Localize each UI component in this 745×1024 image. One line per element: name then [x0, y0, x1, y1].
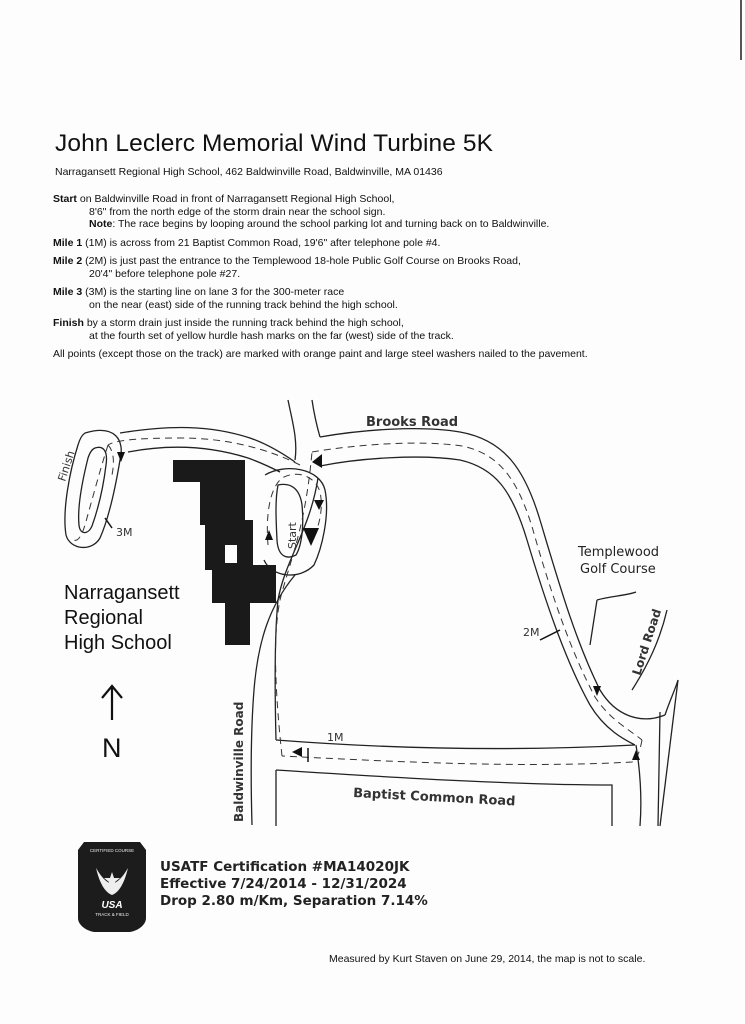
- start-map-label: Start: [286, 522, 299, 549]
- arrow-loop-up: [265, 530, 273, 540]
- arrow-golf: [593, 686, 601, 696]
- baldwinville-road-west-edge: [251, 575, 295, 825]
- mile-marks: [105, 518, 560, 762]
- finish-label: Finish: [53, 317, 84, 329]
- baldwinville-road-north-edge-2: [312, 400, 320, 437]
- running-track-inner: [79, 447, 107, 532]
- badge-bottom-text: TRACK & FIELD: [95, 912, 129, 917]
- route-baldwinville: [276, 452, 312, 756]
- badge-usa-text: USA: [101, 900, 123, 911]
- badge-top-text: CERTIFIED COURSE: [89, 848, 135, 853]
- brooks-road-inner-edge: [320, 457, 635, 745]
- mile1-map-label: 1M: [327, 731, 344, 744]
- school-courtyard: [225, 545, 237, 563]
- start-text-2: 8'6" from the north edge of the storm drain near the school sign.: [89, 205, 386, 218]
- address-subtitle: Narragansett Regional High School, 462 Baldwinville Road, Baldwinville, MA 01436: [55, 166, 443, 178]
- mile2-text: (2M) is just past the entrance to the Templewood 18-hole Public Golf Course on Brooks Road,: [82, 255, 521, 267]
- lord-road-label: Lord Road: [629, 607, 665, 677]
- certification-block: [160, 859, 428, 910]
- north-arrow: [102, 686, 122, 763]
- baldwinville-road-label: Baldwinville Road: [232, 701, 246, 822]
- certification-number: USATF Certification #MA14020JK: [160, 859, 410, 875]
- measured-by-footer: Measured by Kurt Staven on June 29, 2014, the map is not to scale.: [329, 953, 646, 965]
- note-label: Note: [89, 218, 113, 230]
- golf-label-line1: Templewood: [578, 545, 660, 560]
- route-brooks: [312, 443, 642, 740]
- brooks-road-label: Brooks Road: [366, 415, 459, 430]
- mile2-text-2: 20'4" before telephone pole #27.: [89, 267, 241, 280]
- school-driveway-edge: [120, 428, 295, 462]
- school-label-line2: Regional: [64, 607, 143, 629]
- baptist-road-label: Baptist Common Road: [352, 786, 516, 810]
- north-label: N: [102, 733, 122, 763]
- baldwinville-road-north-edge-1: [288, 400, 296, 460]
- north-arrow-icon: [102, 686, 122, 720]
- mile3-text-2: on the near (east) side of the running track behind the high school.: [89, 298, 398, 311]
- map-labels: [55, 415, 664, 822]
- arrow-track: [117, 452, 125, 462]
- baldwinville-road-east-edge: [275, 478, 318, 740]
- certification-drop: Drop 2.80 m/Km, Separation 7.14%: [160, 893, 428, 909]
- route-arrows: [117, 452, 640, 760]
- page-title: John Leclerc Memorial Wind Turbine 5K: [55, 130, 494, 157]
- mile2-mark: [540, 630, 560, 640]
- points-description: All points (except those on the track) are marked with orange paint and large steel washers nailed to the pavement.: [53, 348, 588, 360]
- school-wing-c: [212, 565, 276, 603]
- school-building: [173, 460, 276, 645]
- mile1-text: (1M) is across from 21 Baptist Common Road, 19'6" after telephone pole #4.: [82, 236, 441, 249]
- arrow-east: [632, 750, 640, 760]
- east-boundary: [660, 680, 678, 826]
- school-wing-south: [225, 600, 250, 645]
- start-arrow: [303, 528, 319, 546]
- lord-road-edge-1: [590, 592, 636, 645]
- mile1-label: Mile 1: [53, 236, 83, 249]
- mile3-text: (3M) is the starting line on lane 3 for the 300-meter race: [82, 286, 345, 298]
- arrow-brooks: [312, 454, 322, 468]
- finish-text-2: at the fourth set of yellow hurdle hash marks on the far (west) side of the track.: [89, 329, 454, 342]
- school-wing-a: [200, 470, 245, 525]
- route-track: [74, 445, 113, 540]
- golf-label-line2: Golf Course: [580, 562, 656, 577]
- mile2-map-label: 2M: [523, 626, 540, 639]
- start-label: Start: [53, 193, 77, 205]
- finish-map-label: Finish: [55, 449, 78, 483]
- road-edges: [65, 400, 678, 826]
- certification-effective: Effective 7/24/2014 - 12/31/2024: [160, 876, 407, 892]
- east-road-edge: [636, 680, 678, 826]
- mile3-label: Mile 3: [53, 286, 83, 298]
- note-text: : The race begins by looping around the school parking lot and turning back on to Baldwinville.: [112, 218, 550, 230]
- school-label-line3: High School: [64, 632, 172, 654]
- mile2-label: Mile 2: [53, 255, 83, 267]
- usatf-badge: [78, 842, 146, 932]
- start-text: on Baldwinville Road in front of Narragansett Regional High School,: [76, 193, 395, 205]
- school-label-line1: Narragansett: [64, 582, 180, 604]
- finish-text: by a storm drain just inside the running track behind the high school,: [83, 317, 404, 329]
- running-track-outer: [65, 430, 121, 547]
- arrow-loop: [314, 500, 324, 510]
- arrow-baptist: [292, 747, 302, 757]
- mile3-map-label: 3M: [116, 526, 133, 539]
